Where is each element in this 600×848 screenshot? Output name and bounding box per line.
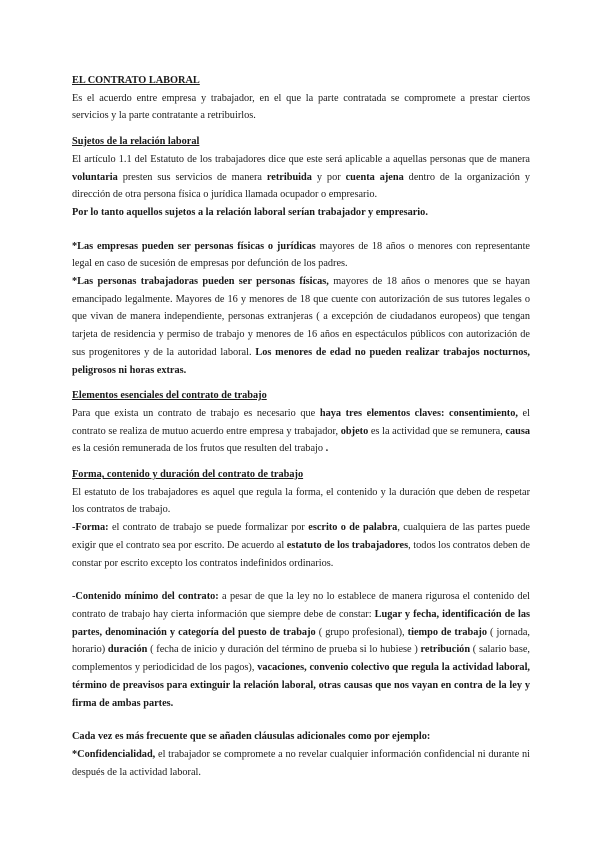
forma-paragraph-3: -Contenido mínimo del contrato: a pesar de que la ley no lo establece de manera rigurosa el contenido del contrato de trabajo hay cierta información que siempre debe de constar: Lugar y fecha, identificación de las partes, denominación y categoría del puesto de trabajo ( grupo profesional), tiempo de trabajo ( jornada, horario) duración ( fecha de inicio y duración del término de prueba si lo hubiese ) retribución ( salario base, complementos y periodicidad de los pagos), vacaciones, convenio colectivo que regula la actividad laboral, término de preavisos para extinguir la relación laboral, otras causas que nos vayan en contra de la ley y firma de ambas partes. xyxy=(72,591,531,709)
section-heading-sujetos: Sujetos de la relación laboral xyxy=(72,136,200,148)
clausulas-paragraph-1: *Confidencialidad, el trabajador se compromete a no revelar cualquier información confidencial ni durante ni después de la actividad laboral. xyxy=(72,748,530,778)
sujetos-paragraph-4: *Las personas trabajadoras pueden ser personas físicas, mayores de 18 años o menores que se hayan emancipado legalmente. Mayores de 16 y menores de 18 que cuente con autorización de sus tutores legales o que vivan de manera independiente, personas extranjeras ( a excepción de ciudadanos europeos) que tengan tarjeta de residencia y permiso de trabajo y menores de 16 años en espectáculos públicos con autorización de sus progenitores y de la autoridad laboral. Los menores de edad no pueden realizar trabajos nocturnos, peligrosos ni horas extras. xyxy=(72,276,530,376)
sujetos-paragraph-3: *Las empresas pueden ser personas físicas o jurídicas mayores de 18 años o menores con representante legal en caso de sucesión de empresas por defunción de los padres. xyxy=(72,240,530,270)
intro-paragraph: Es el acuerdo entre empresa y trabajador, en el que la parte contratada se compromete a prestar ciertos servicios y la parte contratante a retribuirlos. xyxy=(72,92,530,122)
section-heading-elementos: Elementos esenciales del contrato de trabajo xyxy=(72,390,267,402)
forma-paragraph-1: El estatuto de los trabajadores es aquel que regula la forma, el contenido y la duración que deben de respetar los contratos de trabajo. xyxy=(72,486,530,516)
elementos-paragraph: Para que exista un contrato de trabajo es necesario que haya tres elementos claves: consentimiento, el contrato se realiza de mutuo acuerdo entre empresa y trabajador, objeto es la actividad que se remunera, causa es la cesión remunerada de los frutos que resulten del trabajo . xyxy=(72,407,530,455)
document-body xyxy=(72,72,530,781)
forma-paragraph-2: -Forma: el contrato de trabajo se puede formalizar por escrito o de palabra, cualquiera de las partes puede exigir que el contrato sea por escrito. De acuerdo al estatuto de los trabajadores, todos los contratos deben de constar por escrito excepto los contratos indefinidos ordinarios. xyxy=(72,522,531,569)
clausulas-intro: Cada vez es más frecuente que se añaden cláusulas adicionales como por ejemplo: xyxy=(72,731,431,743)
document-title: EL CONTRATO LABORAL xyxy=(72,75,200,86)
section-heading-forma: Forma, contenido y duración del contrato de trabajo xyxy=(72,469,304,481)
sujetos-paragraph-2: Por lo tanto aquellos sujetos a la relación laboral serían trabajador y empresario. xyxy=(72,206,428,218)
sujetos-paragraph-1: El artículo 1.1 del Estatuto de los trabajadores dice que este será aplicable a aquellas personas que de manera voluntaria presten sus servicios de manera retribuida y por cuenta ajena dentro de la organización y dirección de otra persona física o jurídica llamada ocupador o empresario. xyxy=(72,153,530,201)
